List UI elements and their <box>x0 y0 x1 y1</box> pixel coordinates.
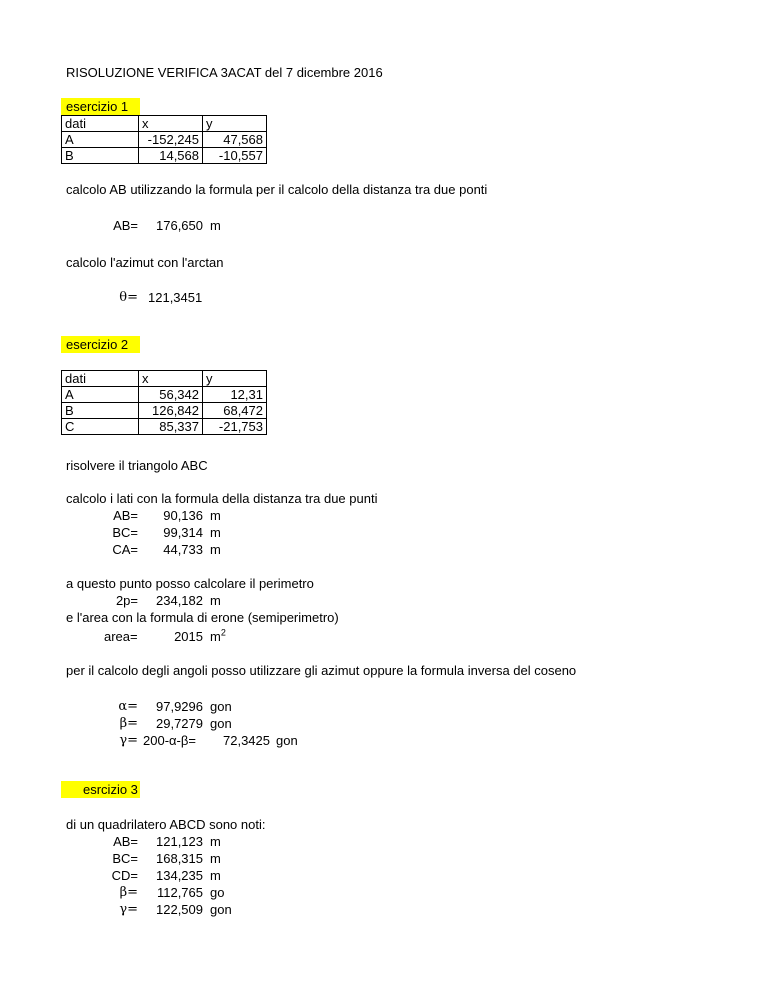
gamma-unit: gon <box>276 733 298 748</box>
table-header: x <box>139 116 203 132</box>
quad-ab-unit: m <box>210 834 221 849</box>
table-header: dati <box>62 116 139 132</box>
exercise-2-heading: esercizio 2 <box>61 336 140 353</box>
side-bc-value: 99,314 <box>163 525 203 540</box>
exercise-1-heading: esercizio 1 <box>61 98 140 115</box>
side-ca-unit: m <box>210 542 221 557</box>
table-cell: B <box>62 148 139 164</box>
quad-cd-label: CD= <box>111 868 138 883</box>
table-row <box>62 419 267 435</box>
area-unit-base: m <box>210 629 221 644</box>
alpha-unit: gon <box>210 699 232 714</box>
exercise-1-table <box>61 115 267 164</box>
ex1-distance-text: calcolo AB utilizzando la formula per il calcolo della distanza tra due ponti <box>66 182 488 197</box>
table-row <box>62 148 267 164</box>
alpha-label: α= <box>118 699 138 714</box>
side-ab-unit: m <box>210 508 221 523</box>
side-ca-value: 44,733 <box>163 542 203 557</box>
ex2-area-text: e l'area con la formula di erone (semiperimetro) <box>66 610 339 625</box>
quad-beta-label: β= <box>119 885 138 900</box>
table-cell: A <box>62 132 139 148</box>
table-cell: B <box>62 403 139 419</box>
table-header: y <box>203 371 267 387</box>
quad-ab-label: AB= <box>113 834 138 849</box>
table-row <box>62 371 267 387</box>
quad-cd-value: 134,235 <box>156 868 203 883</box>
table-header: dati <box>62 371 139 387</box>
ex2-angles-text: per il calcolo degli angoli posso utilizzare gli azimut oppure la formula inversa del coseno <box>66 663 577 678</box>
quad-beta-value: 112,765 <box>156 885 203 900</box>
perimeter-label: 2p= <box>115 593 138 608</box>
table-row <box>62 116 267 132</box>
quad-bc-value: 168,315 <box>156 851 203 866</box>
theta-value: 121,3451 <box>148 290 203 305</box>
quad-bc-unit: m <box>210 851 221 866</box>
side-bc-label: BC= <box>112 525 138 540</box>
side-ab-label: AB= <box>113 508 138 523</box>
side-ab-value: 90,136 <box>163 508 203 523</box>
table-cell: C <box>62 419 139 435</box>
perimeter-value: 234,182 <box>156 593 203 608</box>
ab-unit: m <box>210 218 221 233</box>
quad-gamma-unit: gon <box>210 902 232 917</box>
ex2-solve-text: risolvere il triangolo ABC <box>66 458 208 473</box>
table-cell: 85,337 <box>139 419 203 435</box>
ex3-intro-text: di un quadrilatero ABCD sono noti: <box>66 817 266 832</box>
table-cell: 56,342 <box>139 387 203 403</box>
ab-value: 176,650 <box>156 218 203 233</box>
area-unit <box>210 629 226 645</box>
exercise-3-heading: esrcizio 3 <box>61 781 140 798</box>
gamma-value: 72,3425 <box>223 733 270 748</box>
page-title: RISOLUZIONE VERIFICA 3ACAT del 7 dicembre 2016 <box>66 65 383 80</box>
quad-beta-unit: go <box>210 885 225 900</box>
table-cell: 12,31 <box>203 387 267 403</box>
quad-bc-label: BC= <box>112 851 138 866</box>
table-cell: A <box>62 387 139 403</box>
table-row <box>62 403 267 419</box>
table-cell: 68,472 <box>203 403 267 419</box>
area-label: area= <box>104 629 138 644</box>
gamma-expression: 200-α-β= <box>143 733 196 748</box>
quad-cd-unit: m <box>210 868 221 883</box>
table-cell: -21,753 <box>203 419 267 435</box>
quad-gamma-label: γ= <box>119 902 138 917</box>
side-bc-unit: m <box>210 525 221 540</box>
alpha-value: 97,9296 <box>156 699 203 714</box>
area-value: 2015 <box>174 629 203 644</box>
table-cell: 14,568 <box>139 148 203 164</box>
ab-label: AB= <box>113 218 138 233</box>
table-cell: -10,557 <box>203 148 267 164</box>
ex2-perimeter-text: a questo punto posso calcolare il perimetro <box>66 576 314 591</box>
beta-unit: gon <box>210 716 232 731</box>
table-header: x <box>139 371 203 387</box>
gamma-label: γ= <box>119 733 138 748</box>
side-ca-label: CA= <box>112 542 138 557</box>
ex2-sides-text: calcolo i lati con la formula della distanza tra due punti <box>66 491 378 506</box>
beta-label: β= <box>119 716 138 731</box>
quad-gamma-value: 122,509 <box>156 902 203 917</box>
theta-label: θ= <box>119 290 138 305</box>
perimeter-unit: m <box>210 593 221 608</box>
table-cell: -152,245 <box>139 132 203 148</box>
table-header: y <box>203 116 267 132</box>
ex1-azimut-text: calcolo l'azimut con l'arctan <box>66 255 224 270</box>
area-unit-exponent: 2 <box>220 627 226 638</box>
exercise-2-table <box>61 370 267 435</box>
table-cell: 47,568 <box>203 132 267 148</box>
table-row <box>62 132 267 148</box>
quad-ab-value: 121,123 <box>156 834 203 849</box>
table-cell: 126,842 <box>139 403 203 419</box>
beta-value: 29,7279 <box>156 716 203 731</box>
table-row <box>62 387 267 403</box>
